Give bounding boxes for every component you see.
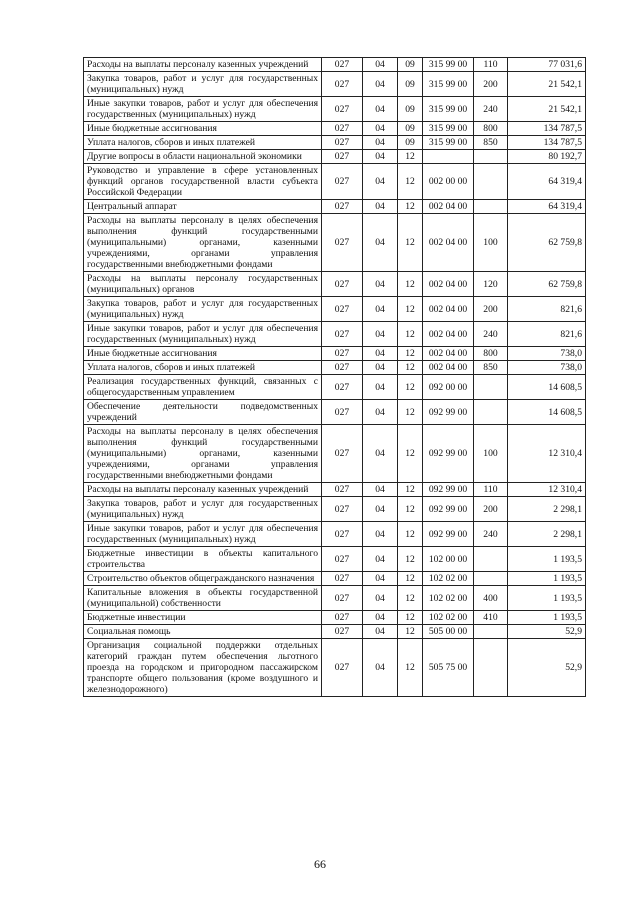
amount-value: 1 193,5: [508, 611, 586, 625]
section-code: 04: [363, 58, 398, 72]
table-row: [84, 425, 586, 483]
amount-value: 52,9: [508, 639, 586, 697]
expense-name: Руководство и управление в сфере установленных функций органов государственной власти субъекта Российской Федерации: [84, 164, 322, 200]
target-article-code: 102 00 00: [423, 547, 474, 572]
section-code: 04: [363, 425, 398, 483]
section-code: 04: [363, 497, 398, 522]
table-body: [84, 58, 586, 697]
expense-name: Организация социальной поддержки отдельных категорий граждан путем обеспечения льготного проезда на городском и пригородном пассажирском транспорте общего пользования (кроме воздушного и железнодорожного): [84, 639, 322, 697]
section-code: 04: [363, 297, 398, 322]
ministry-code: 027: [322, 58, 363, 72]
ministry-code: 027: [322, 497, 363, 522]
ministry-code: 027: [322, 214, 363, 272]
expense-type-code: 110: [474, 483, 508, 497]
target-article-code: 315 99 00: [423, 97, 474, 122]
amount-value: 62 759,8: [508, 272, 586, 297]
expense-type-code: 240: [474, 97, 508, 122]
table-row: [84, 164, 586, 200]
ministry-code: 027: [322, 425, 363, 483]
target-article-code: 315 99 00: [423, 58, 474, 72]
subsection-code: 12: [398, 497, 423, 522]
ministry-code: 027: [322, 297, 363, 322]
amount-value: 1 193,5: [508, 586, 586, 611]
section-code: 04: [363, 136, 398, 150]
budget-table: [83, 57, 586, 697]
ministry-code: 027: [322, 72, 363, 97]
ministry-code: 027: [322, 322, 363, 347]
target-article-code: 002 04 00: [423, 322, 474, 347]
table-row: [84, 625, 586, 639]
subsection-code: 12: [398, 400, 423, 425]
ministry-code: 027: [322, 483, 363, 497]
table-row: [84, 272, 586, 297]
ministry-code: 027: [322, 625, 363, 639]
subsection-code: 12: [398, 164, 423, 200]
expense-name: Иные закупки товаров, работ и услуг для обеспечения государственных (муниципальных) нужд: [84, 97, 322, 122]
section-code: 04: [363, 272, 398, 297]
ministry-code: 027: [322, 639, 363, 697]
subsection-code: 09: [398, 136, 423, 150]
expense-name: Реализация государственных функций, связанных с общегосударственным управлением: [84, 375, 322, 400]
target-article-code: [423, 150, 474, 164]
expense-name: Иные закупки товаров, работ и услуг для обеспечения государственных (муниципальных) нужд: [84, 322, 322, 347]
section-code: 04: [363, 611, 398, 625]
expense-type-code: [474, 547, 508, 572]
expense-type-code: 800: [474, 347, 508, 361]
expense-name: Другие вопросы в области национальной экономики: [84, 150, 322, 164]
expense-name: Иные бюджетные ассигнования: [84, 347, 322, 361]
amount-value: 2 298,1: [508, 497, 586, 522]
table-row: [84, 361, 586, 375]
ministry-code: 027: [322, 122, 363, 136]
table-row: [84, 347, 586, 361]
section-code: 04: [363, 547, 398, 572]
amount-value: 14 608,5: [508, 375, 586, 400]
expense-name: Иные закупки товаров, работ и услуг для обеспечения государственных (муниципальных) нужд: [84, 522, 322, 547]
ministry-code: 027: [322, 164, 363, 200]
target-article-code: 315 99 00: [423, 72, 474, 97]
amount-value: 134 787,5: [508, 122, 586, 136]
subsection-code: 09: [398, 72, 423, 97]
subsection-code: 12: [398, 347, 423, 361]
table-row: [84, 522, 586, 547]
expense-name: Закупка товаров, работ и услуг для государственных (муниципальных) нужд: [84, 497, 322, 522]
subsection-code: 12: [398, 586, 423, 611]
subsection-code: 12: [398, 522, 423, 547]
ministry-code: 027: [322, 375, 363, 400]
expense-name: Капитальные вложения в объекты государственной (муниципальной) собственности: [84, 586, 322, 611]
section-code: 04: [363, 572, 398, 586]
expense-name: Уплата налогов, сборов и иных платежей: [84, 361, 322, 375]
amount-value: 821,6: [508, 322, 586, 347]
expense-type-code: [474, 375, 508, 400]
ministry-code: 027: [322, 150, 363, 164]
ministry-code: 027: [322, 272, 363, 297]
ministry-code: 027: [322, 522, 363, 547]
table-row: [84, 586, 586, 611]
expense-name: Расходы на выплаты персоналу в целях обеспечения выполнения функций государственными (муниципальными) органами, казенными учреждениями, органами управления государственными внебюджетными фондами: [84, 425, 322, 483]
expense-type-code: 120: [474, 272, 508, 297]
subsection-code: 12: [398, 361, 423, 375]
subsection-code: 12: [398, 547, 423, 572]
section-code: 04: [363, 322, 398, 347]
amount-value: 1 193,5: [508, 547, 586, 572]
amount-value: 64 319,4: [508, 200, 586, 214]
section-code: 04: [363, 97, 398, 122]
amount-value: 14 608,5: [508, 400, 586, 425]
amount-value: 821,6: [508, 297, 586, 322]
section-code: 04: [363, 150, 398, 164]
amount-value: 12 310,4: [508, 483, 586, 497]
subsection-code: 12: [398, 375, 423, 400]
section-code: 04: [363, 361, 398, 375]
table-row: [84, 400, 586, 425]
table-row: [84, 639, 586, 697]
subsection-code: 12: [398, 639, 423, 697]
expense-type-code: 100: [474, 425, 508, 483]
expense-name: Бюджетные инвестиции в объекты капитального строительства: [84, 547, 322, 572]
expense-name: Иные бюджетные ассигнования: [84, 122, 322, 136]
table-row: [84, 375, 586, 400]
section-code: 04: [363, 625, 398, 639]
table-row: [84, 136, 586, 150]
target-article-code: 092 99 00: [423, 497, 474, 522]
expense-type-code: [474, 150, 508, 164]
expense-type-code: 200: [474, 297, 508, 322]
subsection-code: 12: [398, 214, 423, 272]
target-article-code: 092 99 00: [423, 425, 474, 483]
target-article-code: 002 04 00: [423, 272, 474, 297]
table-row: [84, 200, 586, 214]
section-code: 04: [363, 72, 398, 97]
table-row: [84, 122, 586, 136]
subsection-code: 09: [398, 58, 423, 72]
target-article-code: 002 04 00: [423, 200, 474, 214]
table-row: [84, 297, 586, 322]
subsection-code: 12: [398, 272, 423, 297]
expense-type-code: 850: [474, 361, 508, 375]
amount-value: 62 759,8: [508, 214, 586, 272]
section-code: 04: [363, 483, 398, 497]
expense-type-code: 410: [474, 611, 508, 625]
expense-name: Расходы на выплаты персоналу казенных учреждений: [84, 58, 322, 72]
amount-value: 80 192,7: [508, 150, 586, 164]
amount-value: 1 193,5: [508, 572, 586, 586]
table-row: [84, 150, 586, 164]
expense-type-code: 100: [474, 214, 508, 272]
ministry-code: 027: [322, 572, 363, 586]
expense-type-code: [474, 200, 508, 214]
target-article-code: 315 99 00: [423, 136, 474, 150]
ministry-code: 027: [322, 611, 363, 625]
expense-type-code: [474, 625, 508, 639]
target-article-code: 092 00 00: [423, 375, 474, 400]
expense-type-code: 240: [474, 522, 508, 547]
target-article-code: 002 04 00: [423, 214, 474, 272]
expense-name: Бюджетные инвестиции: [84, 611, 322, 625]
ministry-code: 027: [322, 347, 363, 361]
subsection-code: 12: [398, 322, 423, 347]
target-article-code: 092 99 00: [423, 522, 474, 547]
expense-type-code: 240: [474, 322, 508, 347]
target-article-code: 002 04 00: [423, 361, 474, 375]
amount-value: 134 787,5: [508, 136, 586, 150]
ministry-code: 027: [322, 97, 363, 122]
target-article-code: 505 75 00: [423, 639, 474, 697]
table-row: [84, 72, 586, 97]
section-code: 04: [363, 214, 398, 272]
target-article-code: 002 00 00: [423, 164, 474, 200]
subsection-code: 12: [398, 150, 423, 164]
target-article-code: 102 02 00: [423, 611, 474, 625]
table-row: [84, 611, 586, 625]
section-code: 04: [363, 400, 398, 425]
table-row: [84, 497, 586, 522]
subsection-code: 12: [398, 611, 423, 625]
ministry-code: 027: [322, 361, 363, 375]
table-row: [84, 483, 586, 497]
subsection-code: 12: [398, 297, 423, 322]
budget-document: [83, 57, 585, 697]
ministry-code: 027: [322, 586, 363, 611]
expense-name: Закупка товаров, работ и услуг для государственных (муниципальных) нужд: [84, 297, 322, 322]
page-number: 66: [314, 857, 326, 871]
amount-value: 738,0: [508, 361, 586, 375]
target-article-code: 002 04 00: [423, 297, 474, 322]
section-code: 04: [363, 586, 398, 611]
subsection-code: 12: [398, 425, 423, 483]
expense-type-code: 800: [474, 122, 508, 136]
amount-value: 77 031,6: [508, 58, 586, 72]
amount-value: 64 319,4: [508, 164, 586, 200]
expense-name: Обеспечение деятельности подведомственных учреждений: [84, 400, 322, 425]
expense-type-code: 200: [474, 72, 508, 97]
amount-value: 738,0: [508, 347, 586, 361]
expense-type-code: [474, 400, 508, 425]
target-article-code: 102 02 00: [423, 572, 474, 586]
section-code: 04: [363, 639, 398, 697]
target-article-code: 092 99 00: [423, 483, 474, 497]
ministry-code: 027: [322, 136, 363, 150]
amount-value: 2 298,1: [508, 522, 586, 547]
subsection-code: 12: [398, 483, 423, 497]
expense-name: Центральный аппарат: [84, 200, 322, 214]
expense-name: Строительство объектов общегражданского назначения: [84, 572, 322, 586]
amount-value: 52,9: [508, 625, 586, 639]
ministry-code: 027: [322, 547, 363, 572]
section-code: 04: [363, 347, 398, 361]
target-article-code: 505 00 00: [423, 625, 474, 639]
ministry-code: 027: [322, 200, 363, 214]
section-code: 04: [363, 200, 398, 214]
expense-type-code: 200: [474, 497, 508, 522]
target-article-code: 092 99 00: [423, 400, 474, 425]
expense-type-code: [474, 572, 508, 586]
target-article-code: 102 02 00: [423, 586, 474, 611]
expense-name: Уплата налогов, сборов и иных платежей: [84, 136, 322, 150]
amount-value: 21 542,1: [508, 97, 586, 122]
section-code: 04: [363, 375, 398, 400]
subsection-code: 12: [398, 572, 423, 586]
section-code: 04: [363, 164, 398, 200]
expense-name: Расходы на выплаты персоналу казенных учреждений: [84, 483, 322, 497]
section-code: 04: [363, 522, 398, 547]
table-row: [84, 58, 586, 72]
expense-name: Расходы на выплаты персоналу в целях обеспечения выполнения функций государственными (муниципальными) органами, казенными учреждениями, органами управления государственными внебюджетными фондами: [84, 214, 322, 272]
expense-name: Расходы на выплаты персоналу государственных (муниципальных) органов: [84, 272, 322, 297]
expense-type-code: 110: [474, 58, 508, 72]
subsection-code: 09: [398, 122, 423, 136]
section-code: 04: [363, 122, 398, 136]
table-row: [84, 214, 586, 272]
expense-name: Закупка товаров, работ и услуг для государственных (муниципальных) нужд: [84, 72, 322, 97]
expense-type-code: 400: [474, 586, 508, 611]
expense-type-code: [474, 164, 508, 200]
target-article-code: 315 99 00: [423, 122, 474, 136]
amount-value: 21 542,1: [508, 72, 586, 97]
table-row: [84, 572, 586, 586]
subsection-code: 12: [398, 625, 423, 639]
ministry-code: 027: [322, 400, 363, 425]
target-article-code: 002 04 00: [423, 347, 474, 361]
amount-value: 12 310,4: [508, 425, 586, 483]
table-row: [84, 322, 586, 347]
subsection-code: 12: [398, 200, 423, 214]
table-row: [84, 547, 586, 572]
subsection-code: 09: [398, 97, 423, 122]
expense-name: Социальная помощь: [84, 625, 322, 639]
expense-type-code: 850: [474, 136, 508, 150]
table-row: [84, 97, 586, 122]
expense-type-code: [474, 639, 508, 697]
